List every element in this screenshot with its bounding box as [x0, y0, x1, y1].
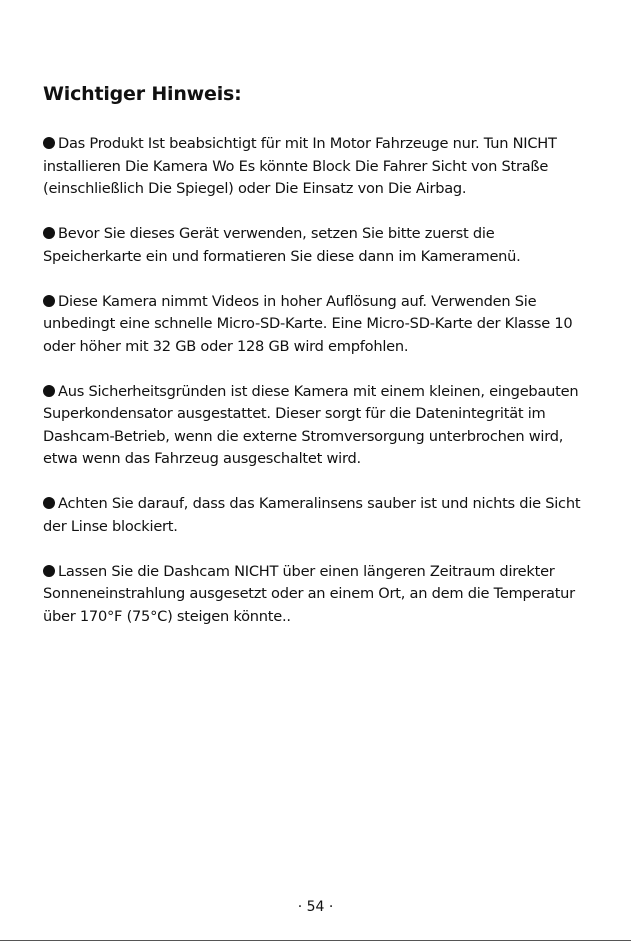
notice-text-5: Achten Sie darauf, dass das Kameralinsens sauber ist und nichts die Sicht der Linse blockiert.	[43, 495, 581, 535]
notice-item-6	[43, 561, 595, 629]
bullet-dot-icon	[43, 497, 55, 509]
page-title: Wichtiger Hinweis:	[43, 83, 242, 105]
notice-item-1	[43, 133, 595, 201]
notice-text-4: Aus Sicherheitsgründen ist diese Kamera mit einem kleinen, eingebauten Superkondensator ausgestattet. Dieser sorgt für die Datenintegrität im Dashcam-Betrieb, wenn die externe Stromversorgung unterbrochen wird, etwa wenn das Fahrzeug ausgeschaltet wird.	[43, 382, 579, 467]
notice-text-1: Das Produkt Ist beabsichtigt für mit In Motor Fahrzeuge nur. Tun NICHT installieren Die Kamera Wo Es könnte Block Die Fahrer Sicht von Straße (einschließlich Die Spiegel) oder Die Einsatz von Die Airbag.	[43, 135, 557, 197]
bottom-divider	[0, 940, 631, 941]
notice-item-3	[43, 291, 595, 359]
page-number: · 54 ·	[297, 899, 334, 915]
notice-text-2: Bevor Sie dieses Gerät verwenden, setzen Sie bitte zuerst die Speicherkarte ein und formatieren Sie diese dann im Kameramenü.	[43, 225, 521, 265]
notice-list	[43, 133, 595, 651]
bullet-dot-icon	[43, 137, 55, 149]
notice-item-2	[43, 223, 595, 268]
notice-item-4	[43, 381, 595, 471]
notice-text-3: Diese Kamera nimmt Videos in hoher Auflösung auf. Verwenden Sie unbedingt eine schnelle Micro-SD-Karte. Eine Micro-SD-Karte der Klasse 10 oder höher mit 32 GB oder 128 GB wird empfohlen.	[43, 292, 573, 355]
notice-item-5	[43, 493, 595, 538]
notice-text-6: Lassen Sie die Dashcam NICHT über einen längeren Zeitraum direkter Sonneneinstrahlung ausgesetzt oder an einem Ort, an dem die Temperatur über 170°F (75°C) steigen könnte..	[43, 562, 575, 625]
bullet-dot-icon	[43, 295, 55, 307]
bullet-dot-icon	[43, 565, 55, 577]
bullet-dot-icon	[43, 227, 55, 239]
bullet-dot-icon	[43, 385, 55, 397]
